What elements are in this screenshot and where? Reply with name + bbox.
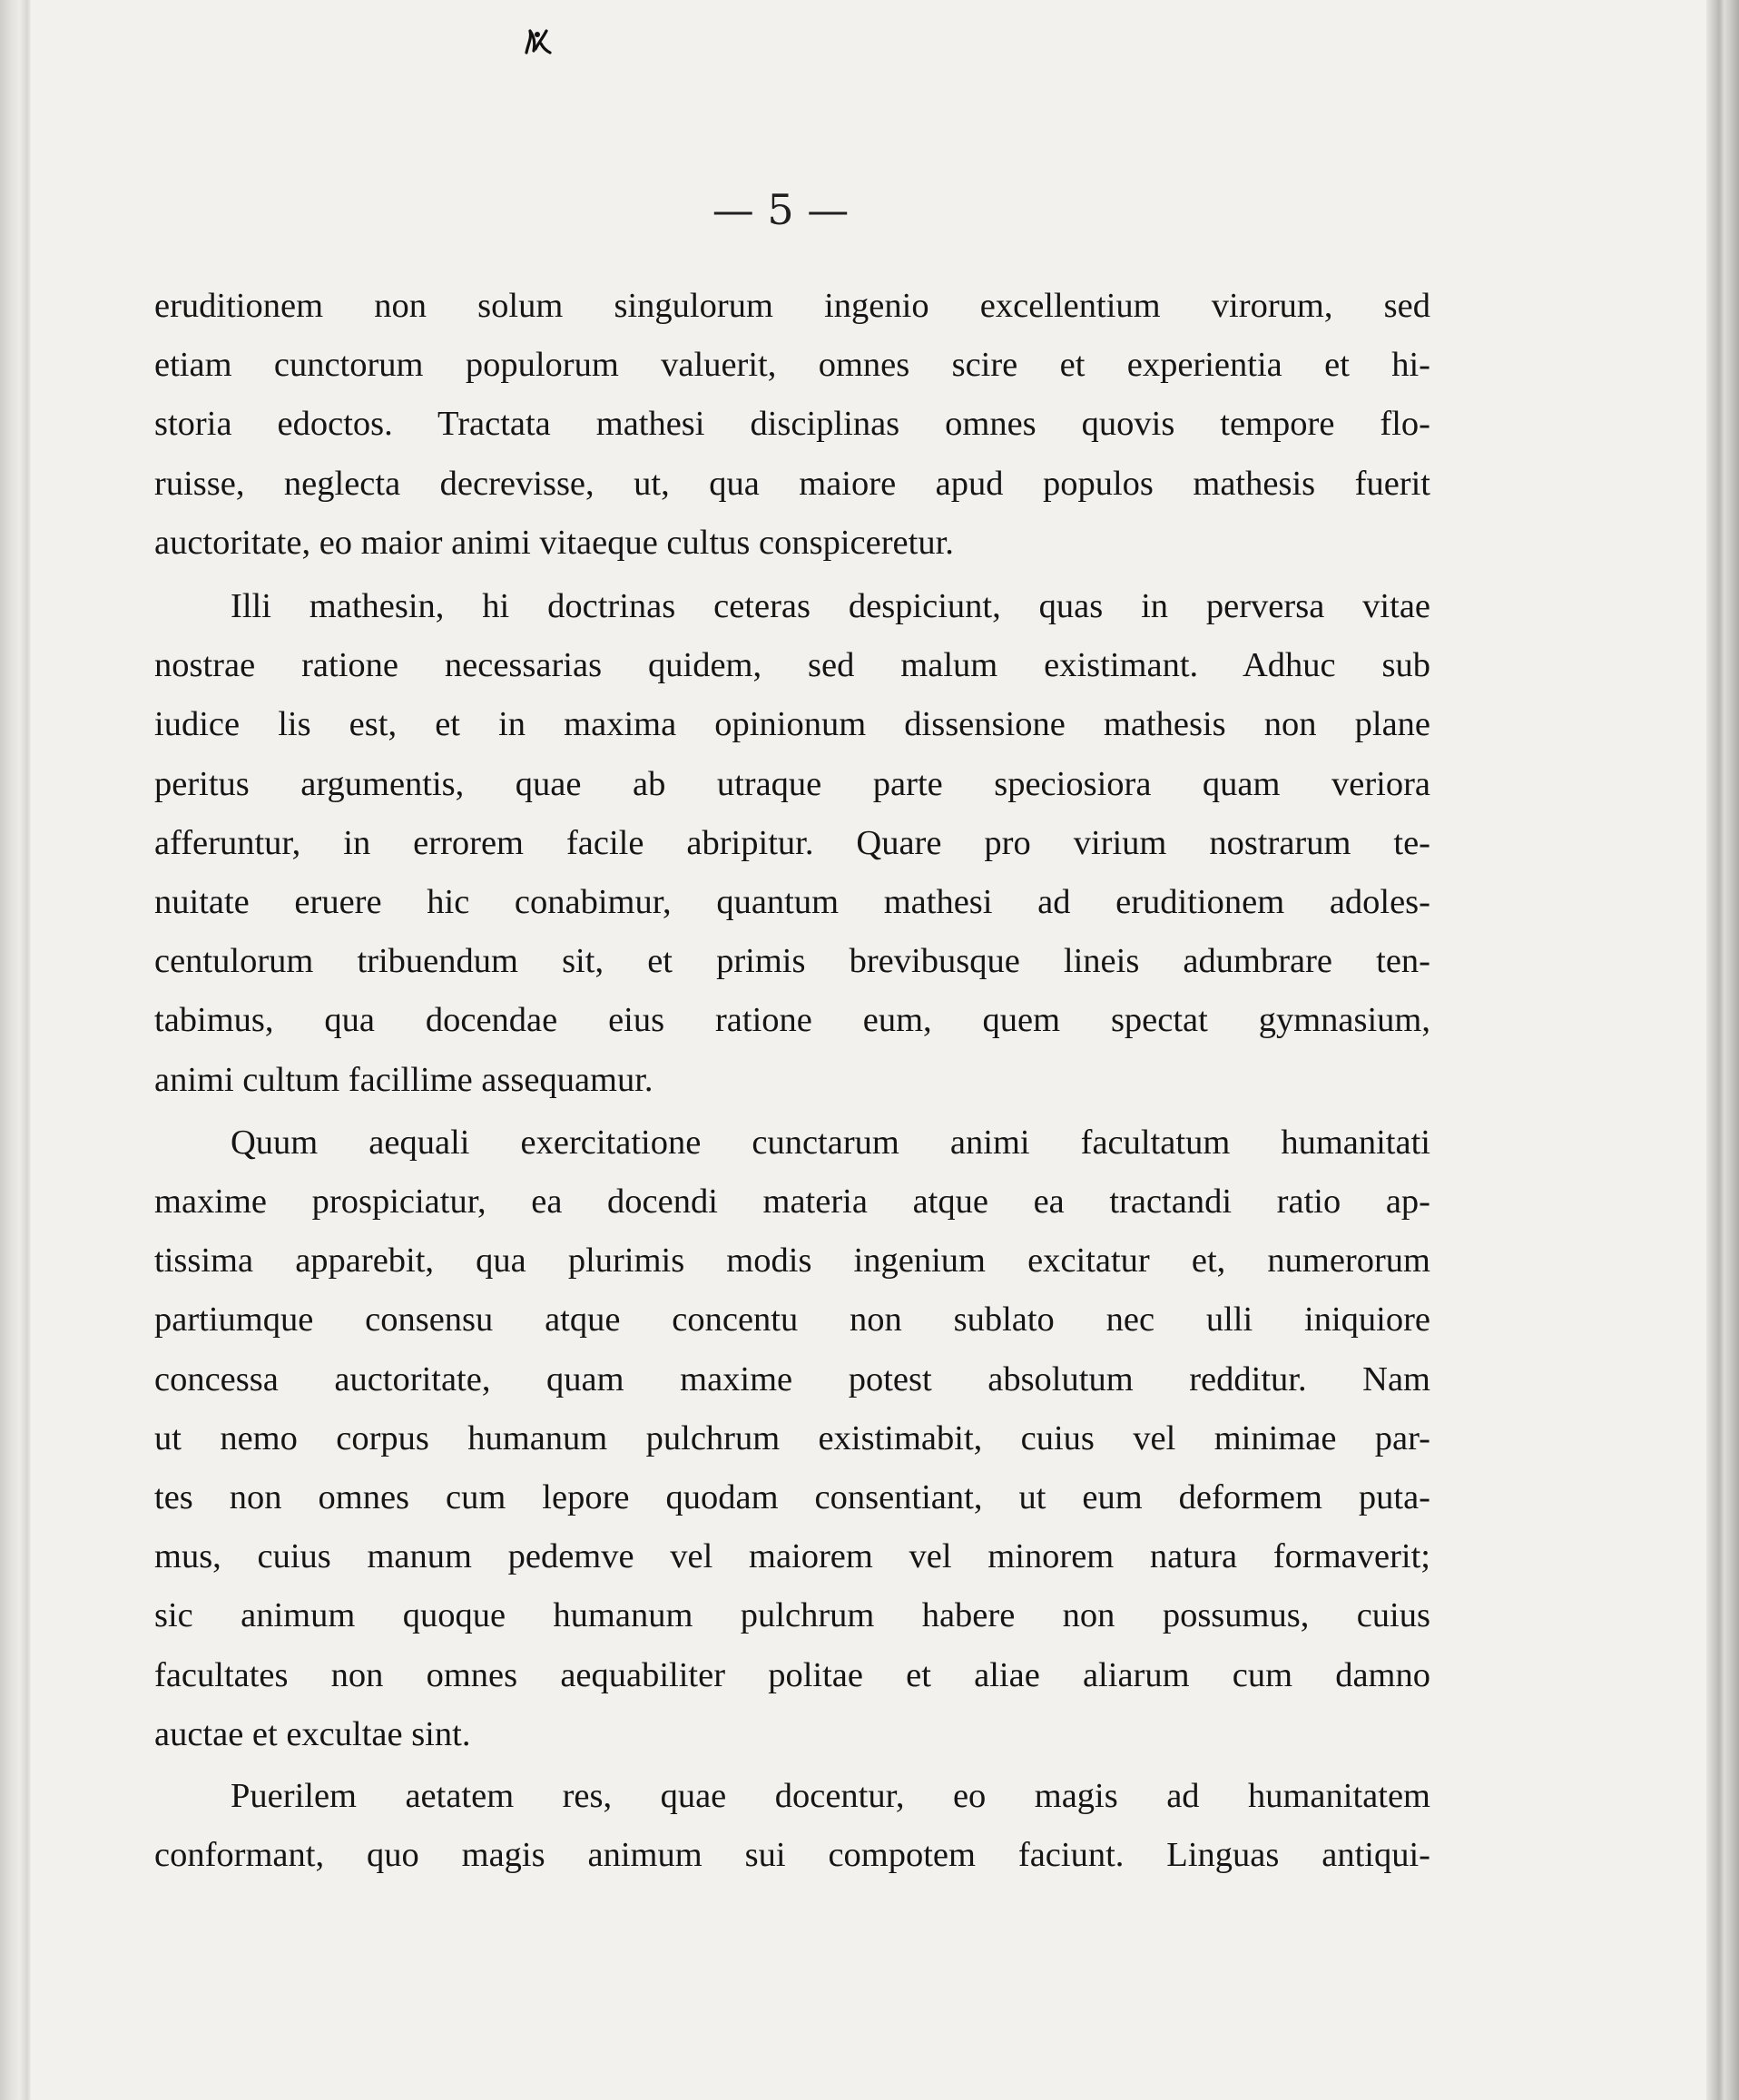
page-right-edge xyxy=(1706,0,1739,2100)
text-line: Puerilem aetatem res, quae docentur, eo magis ad humanitatem xyxy=(231,1777,1430,1816)
text-line: conformant, quo magis animum sui compotem faciunt. Linguas antiqui- xyxy=(154,1836,1430,1875)
text-line: centulorum tribuendum sit, et primis brevibusque lineis adumbrare ten- xyxy=(154,942,1430,981)
body-text xyxy=(154,277,1430,1885)
text-line: maxime prospiciatur, ea docendi materia atque ea tractandi ratio ap- xyxy=(154,1182,1430,1222)
paragraph xyxy=(154,577,1430,1110)
text-line: animi cultum facillime assequamur. xyxy=(154,1060,653,1099)
text-line: nostrae ratione necessarias quidem, sed malum existimant. Adhuc sub xyxy=(154,646,1430,685)
text-line: etiam cunctorum populorum valuerit, omnes scire et experientia et hi- xyxy=(154,346,1430,385)
text-line: Quum aequali exercitatione cunctarum animi facultatum humanitati xyxy=(231,1123,1430,1162)
text-line: ruisse, neglecta decrevisse, ut, qua maiore apud populos mathesis fuerit xyxy=(154,464,1430,503)
text-line: eruditionem non solum singulorum ingenio excellentium virorum, sed xyxy=(154,287,1430,325)
text-line: iudice lis est, et in maxima opinionum dissensione mathesis non plane xyxy=(154,705,1430,744)
text-line: facultates non omnes aequabiliter politae et aliae aliarum cum damno xyxy=(154,1655,1430,1694)
text-line: afferuntur, in errorem facile abripitur. Quare pro virium nostrarum te- xyxy=(154,823,1430,862)
text-line: partiumque consensu atque concentu non sublato nec ulli iniquiore xyxy=(154,1300,1430,1339)
text-line: auctoritate, eo maior animi vitaeque cultus conspiceretur. xyxy=(154,523,954,562)
text-line: mus, cuius manum pedemve vel maiorem vel minorem natura formaverit; xyxy=(154,1537,1430,1576)
text-line: tabimus, qua docendae eius ratione eum, quem spectat gymnasium, xyxy=(154,1001,1430,1040)
text-line: peritus argumentis, quae ab utraque parte speciosiora quam veriora xyxy=(154,764,1430,803)
printer-mark-icon xyxy=(519,25,555,58)
paragraph xyxy=(154,1114,1430,1764)
text-line: auctae et excultae sint. xyxy=(154,1714,471,1753)
text-line: concessa auctoritate, quam maxime potest absolutum redditur. Nam xyxy=(154,1359,1430,1398)
text-line: storia edoctos. Tractata mathesi disciplinas omnes quovis tempore flo- xyxy=(154,405,1430,444)
text-line: nuitate eruere hic conabimur, quantum mathesi ad eruditionem adoles- xyxy=(154,883,1430,922)
page-left-edge xyxy=(0,0,31,2100)
paragraph xyxy=(154,277,1430,573)
paragraph xyxy=(154,1767,1430,1885)
text-line: tes non omnes cum lepore quodam consentiant, ut eum deformem puta- xyxy=(154,1478,1430,1517)
page-number: — 5 — xyxy=(712,185,850,234)
text-line: tissima apparebit, qua plurimis modis ingenium excitatur et, numerorum xyxy=(154,1241,1430,1281)
text-line: Illi mathesin, hi doctrinas ceteras despiciunt, quas in perversa vitae xyxy=(231,587,1430,626)
text-line: sic animum quoque humanum pulchrum habere non possumus, cuius xyxy=(154,1596,1430,1635)
text-line: ut nemo corpus humanum pulchrum existimabit, cuius vel minimae par- xyxy=(154,1418,1430,1457)
